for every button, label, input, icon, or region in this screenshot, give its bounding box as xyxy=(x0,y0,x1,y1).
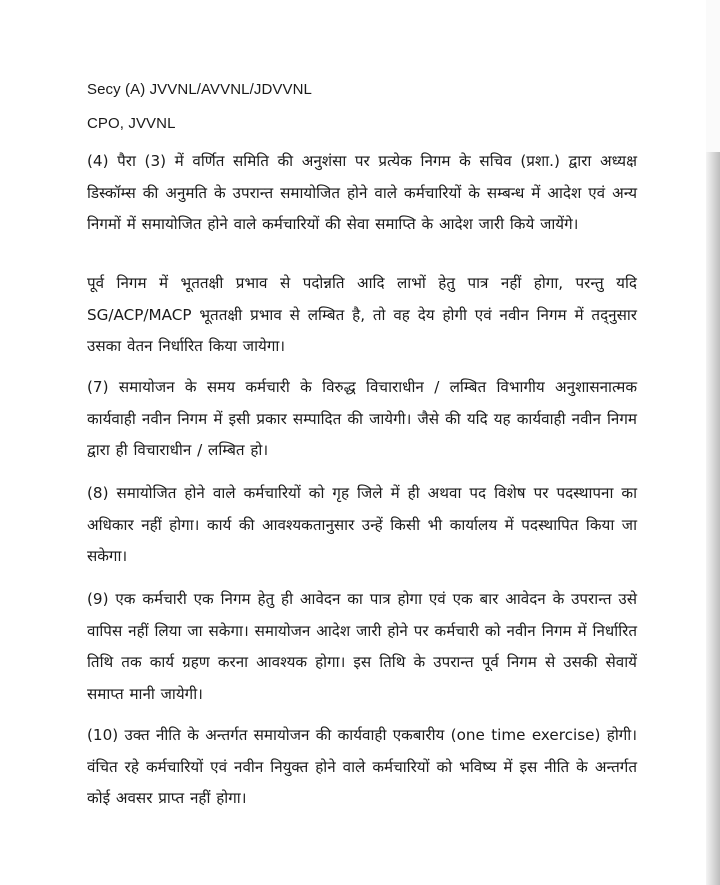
page-edge-top xyxy=(706,0,720,152)
paragraph-7: (7) समायोजन के समय कर्मचारी के विरुद्ध विचाराधीन / लम्बित विभागीय अनुशासनात्मक कार्यवाही नवीन निगम में इसी प्रकार सम्पादित की जायेगी। जैसे की यदि यह कार्यवाही नवीन निगम द्वारा ही विचाराधीन / लम्बित हो। xyxy=(87,378,637,459)
recipient-line-secy: Secy (A) JVVNL/AVVNL/JDVVNL xyxy=(87,81,312,98)
page-edge-shadow xyxy=(706,152,720,885)
paragraph-previous-corporation: पूर्व निगम में भूततक्षी प्रभाव से पदोन्नति आदि लाभों हेतु पात्र नहीं होगा, परन्तु यदि SG/ACP/MACP भूततक्षी प्रभाव से लम्बित है, तो वह देय होगी एवं नवीन निगम में तद्नुसार उसका वेतन निर्धारित किया जायेगा। xyxy=(87,274,637,355)
recipient-line-cpo: CPO, JVVNL xyxy=(87,115,176,132)
paragraph-10: (10) उक्त नीति के अन्तर्गत समायोजन की कार्यवाही एकबारीय (one time exercise) होगी। वंचित रहे कर्मचारियों एवं नवीन नियुक्त होने वाले कर्मचारियों को भविष्य में इस नीति के अन्तर्गत कोई अवसर प्राप्त नहीं होगा। xyxy=(87,726,637,807)
paragraph-4: (4) पैरा (3) में वर्णित समिति की अनुशंसा पर प्रत्येक निगम के सचिव (प्रशा.) द्वारा अध्यक्ष डिस्कॉम्स की अनुमति के उपरान्त समायोजित होने वाले कर्मचारियों के सम्बन्ध में आदेश एवं अन्य निगमों में समायोजित होने वाले कर्मचारियों की सेवा समाप्ति के आदेश जारी किये जायेंगे। xyxy=(87,152,637,233)
paragraph-9: (9) एक कर्मचारी एक निगम हेतु ही आवेदन का पात्र होगा एवं एक बार आवेदन के उपरान्त उसे वापिस नहीं लिया जा सकेगा। समायोजन आदेश जारी होने पर कर्मचारी को नवीन निगम में निर्धारित तिथि तक कार्य ग्रहण करना आवश्यक होगा। इस तिथि के उपरान्त पूर्व निगम से उसकी सेवायें समाप्त मानी जायेगी। xyxy=(87,590,637,703)
paragraph-8: (8) समायोजित होने वाले कर्मचारियों को गृह जिले में ही अथवा पद विशेष पर पदस्थापना का अधिकार नहीं होगा। कार्य की आवश्यकतानुसार उन्हें किसी भी कार्यालय में पदस्थापित किया जा सकेगा। xyxy=(87,484,637,565)
